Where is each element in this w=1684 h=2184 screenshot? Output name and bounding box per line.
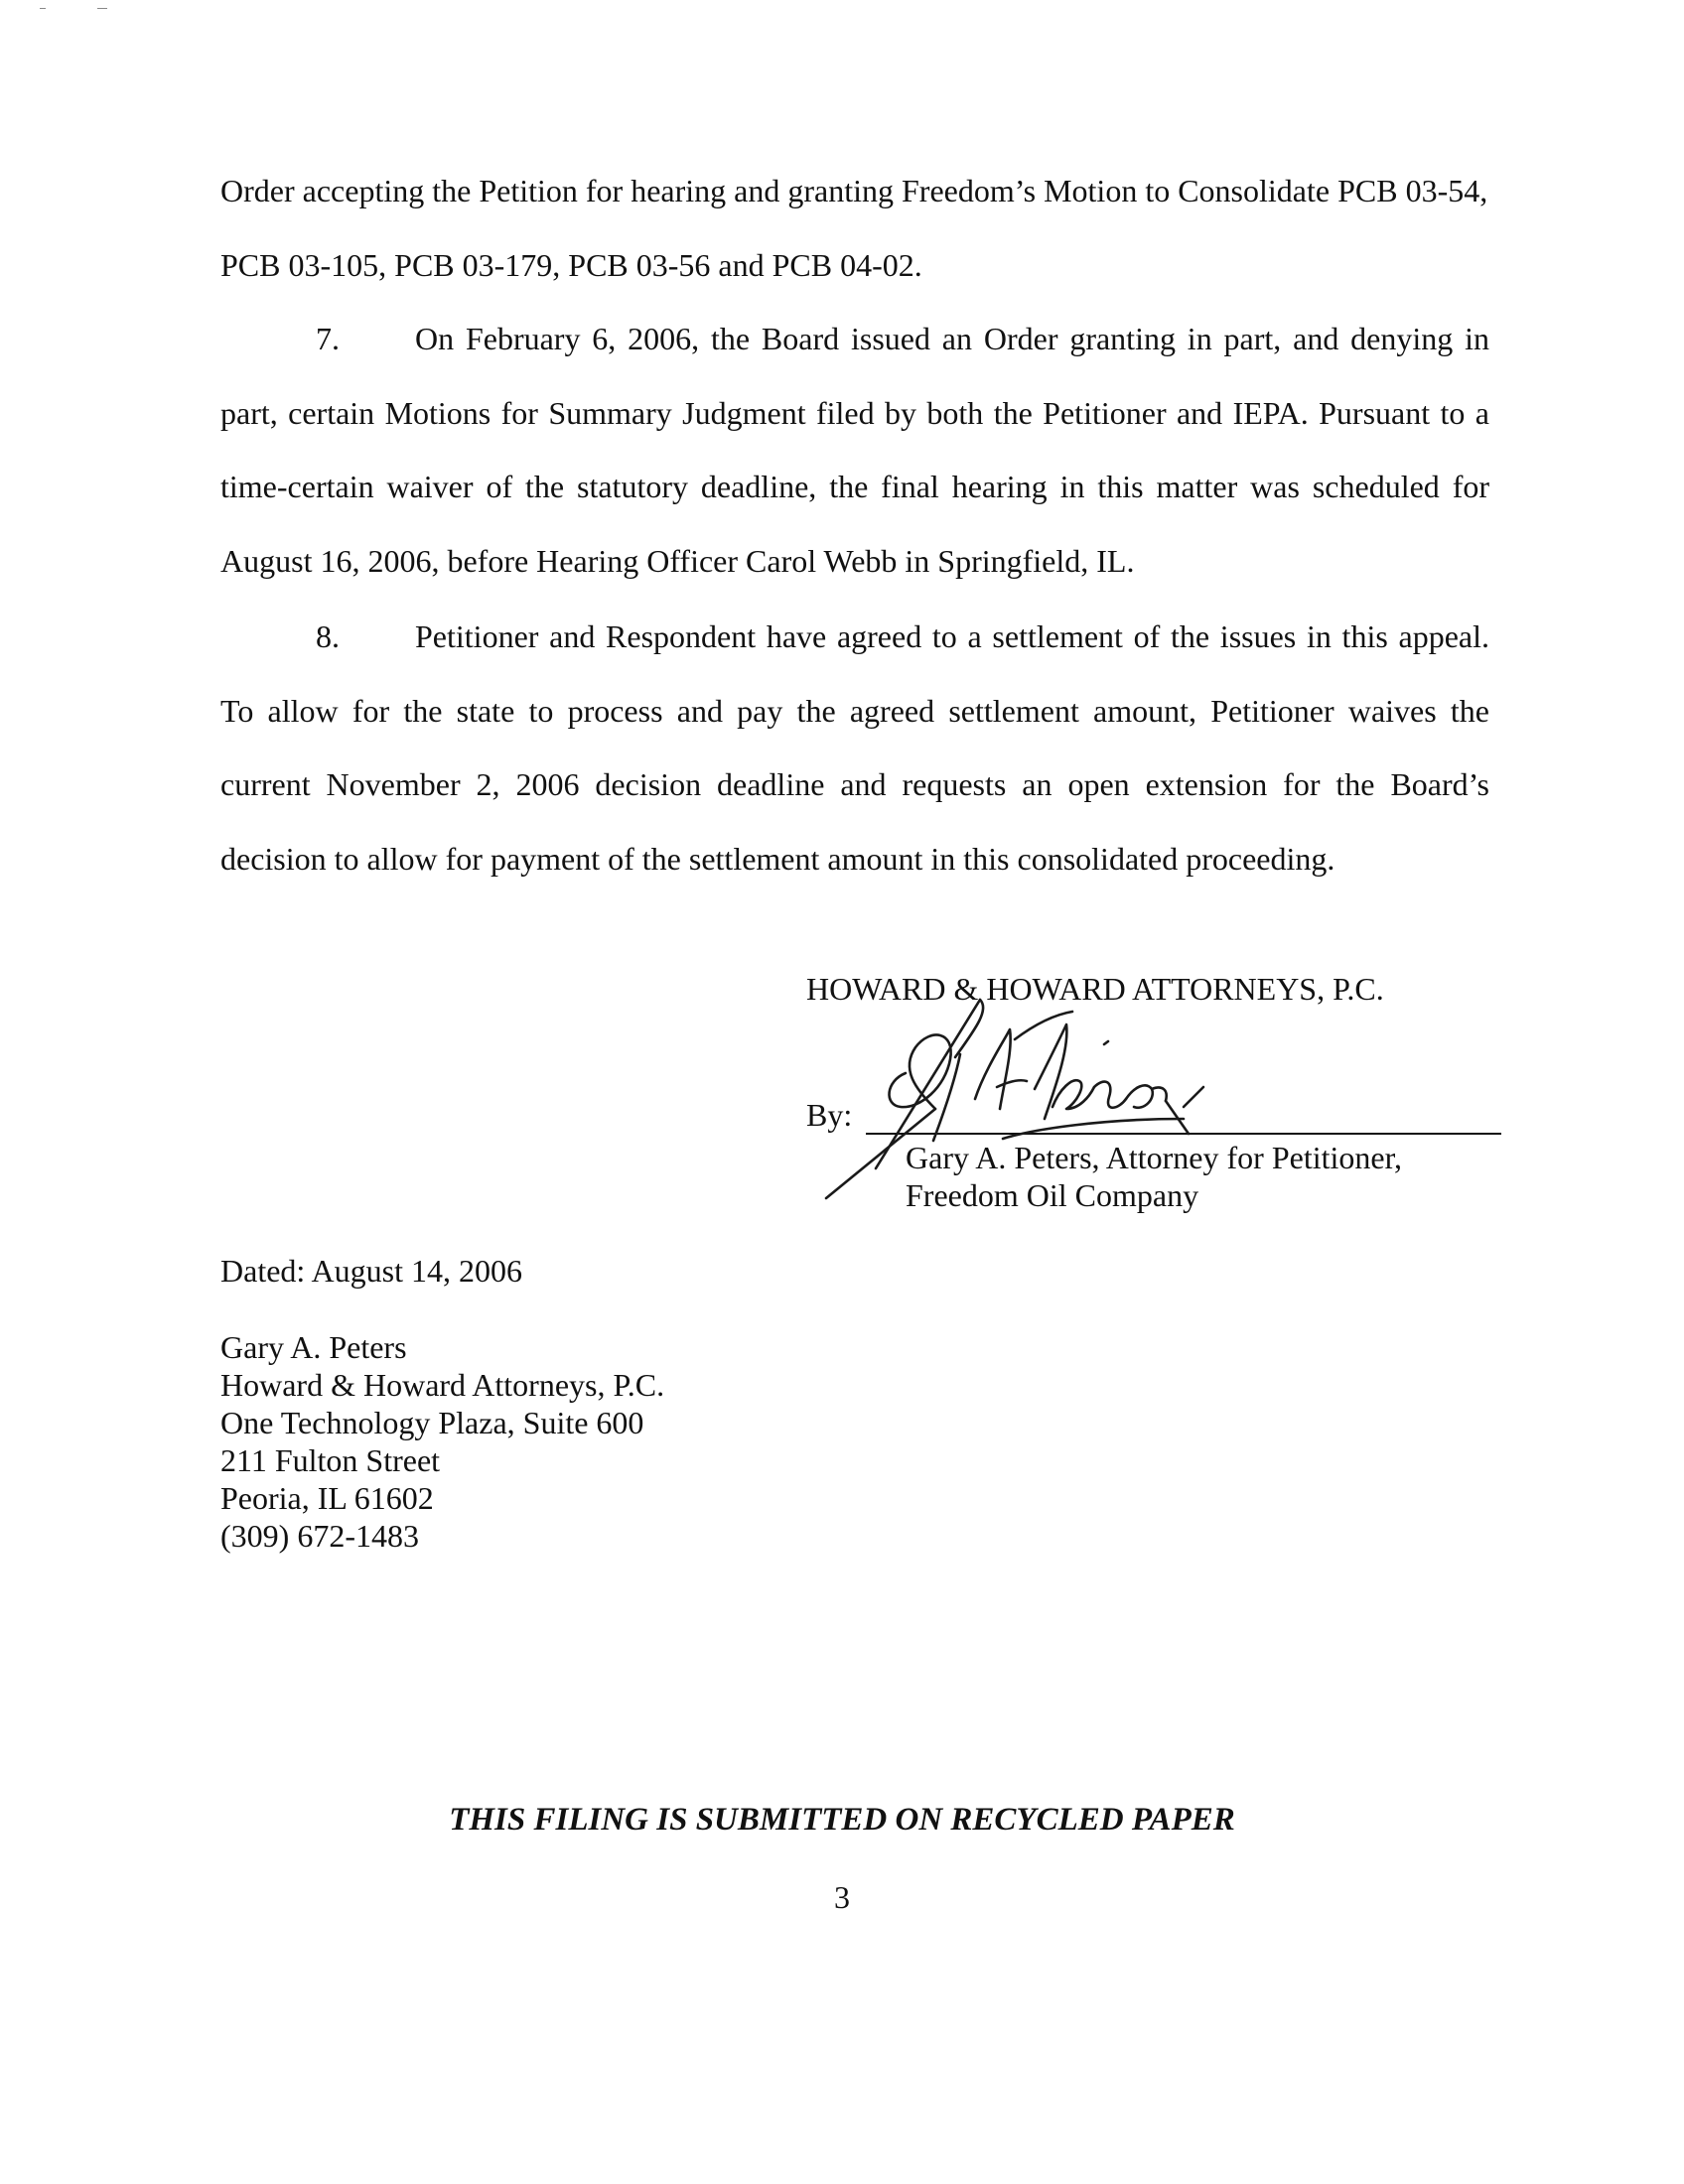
signer-client: Freedom Oil Company bbox=[906, 1177, 1199, 1213]
page-number: 3 bbox=[834, 1879, 850, 1915]
scan-artifact bbox=[40, 8, 46, 9]
signer-name: Gary A. Peters, Attorney for Petitioner, bbox=[906, 1140, 1402, 1175]
address-name: Gary A. Peters bbox=[220, 1329, 407, 1365]
paragraph-number: 7. bbox=[316, 321, 340, 356]
handwritten-signature bbox=[806, 970, 1501, 1238]
signature-firm: HOWARD & HOWARD ATTORNEYS, P.C. bbox=[806, 971, 1384, 1007]
continuation-paragraph: Order accepting the Petition for hearing and granting Freedom’s Motion to Consolidate PCB 03-54, PCB 03-105, PCB 03-179, PCB 03-56 and PCB 04-02. bbox=[220, 173, 1488, 283]
recycled-paper-notice: THIS FILING IS SUBMITTED ON RECYCLED PAPER bbox=[449, 1802, 1235, 1838]
address-phone: (309) 672-1483 bbox=[220, 1518, 419, 1554]
scan-artifact bbox=[97, 8, 107, 9]
paragraph-7 bbox=[220, 302, 1489, 598]
paragraph-number: 8. bbox=[316, 618, 340, 654]
dated-line: Dated: August 14, 2006 bbox=[220, 1253, 522, 1289]
paragraph-text: Petitioner and Respondent have agreed to a settlement of the issues in this appeal. To allow for the state to process and pay the agreed settlement amount, Petitioner waives the current November 2, 2006 decision deadline and requests an open extension for the Board’s decision to allow for payment of the settlement amount in this consolidated proceeding. bbox=[220, 618, 1489, 877]
address-line1: One Technology Plaza, Suite 600 bbox=[220, 1405, 644, 1440]
address-firm: Howard & Howard Attorneys, P.C. bbox=[220, 1367, 665, 1403]
address-city: Peoria, IL 61602 bbox=[220, 1480, 434, 1516]
address-line2: 211 Fulton Street bbox=[220, 1442, 441, 1478]
paragraph-8 bbox=[220, 600, 1489, 895]
paragraph-text: On February 6, 2006, the Board issued an Order granting in part, and denying in part, certain Motions for Summary Judgment filed by both the Petitioner and IEPA. Pursuant to a time-certain waiver of the statutory deadline, the final hearing in this matter was scheduled for August 16, 2006, before Hearing Officer Carol Webb in Springfield, IL. bbox=[220, 321, 1489, 579]
signature-by-label: By: bbox=[806, 1097, 853, 1133]
attorney-address bbox=[220, 1328, 664, 1555]
